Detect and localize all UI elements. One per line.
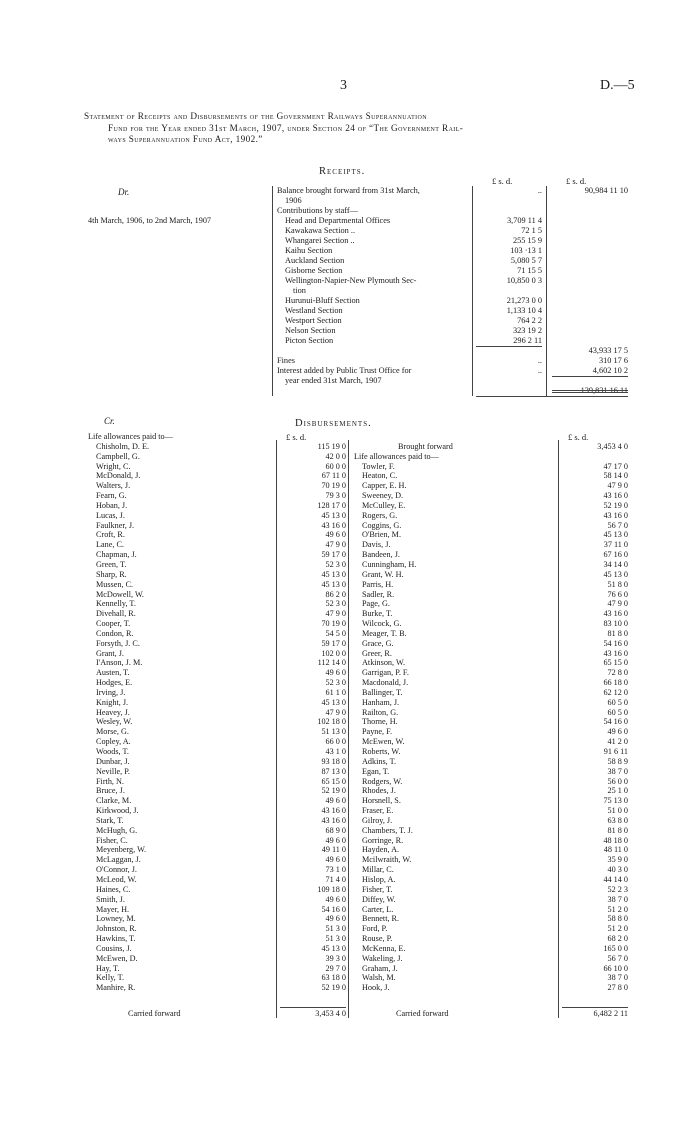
receipt-amount: 323 19 2 [512,326,542,335]
left-amount: 49 6 0 [325,894,346,904]
left-amount: 43 16 0 [321,806,346,816]
right-name: Fraser, E. [362,806,394,816]
right-amount: 47 17 0 [603,461,628,471]
right-amount: 43 16 0 [603,648,628,658]
left-amount: 29 7 0 [325,963,346,973]
left-amount: 49 6 0 [325,855,346,865]
right-name: Meager, T. B. [362,628,407,638]
right-amount: 72 8 0 [607,668,628,678]
grand-total: 139,831 16 11 [580,386,628,395]
right-amount: 38 7 0 [607,766,628,776]
left-amount: 49 6 0 [325,914,346,924]
document-reference: D.—5 [600,78,635,93]
right-name: McEwen, W. [362,737,405,747]
left-amount: 102 18 0 [317,717,346,727]
left-amount: 52 19 0 [321,983,346,993]
contributions-heading: Contributions by staff— [277,206,358,215]
receipts-amounts-b [554,186,628,398]
left-amount: 128 17 0 [317,500,346,510]
right-name: Greer, R. [362,648,392,658]
right-name: Atkinson, W. [362,658,405,668]
receipt-item: Whangarei Section .. [285,236,355,245]
right-name: Coggins, G. [362,520,402,530]
right-allowance-amounts [560,442,628,993]
right-amount: 54 16 0 [603,638,628,648]
right-amount: 25 1 0 [607,786,628,796]
right-amount: 58 14 0 [603,471,628,481]
left-amount: 71 4 0 [325,874,346,884]
left-name: Wesley, W. [96,717,133,727]
left-name: Hawkins, T. [96,934,136,944]
right-amount: 66 18 0 [603,678,628,688]
right-amount: 65 15 0 [603,658,628,668]
receipt-amount: 3,709 11 4 [507,216,542,225]
receipt-amount: 71 15 5 [517,266,542,275]
right-amount: 60 5 0 [607,707,628,717]
left-amount: 59 17 0 [321,638,346,648]
receipt-item: Gisborne Section [285,266,343,275]
dr-label: Dr. [118,187,130,197]
receipt-item: Nelson Section [285,326,336,335]
right-amount: 40 3 0 [607,865,628,875]
right-name: Payne, F. [362,727,393,737]
receipt-amount: 103 ·13 1 [510,246,542,255]
left-amount: 68 9 0 [325,825,346,835]
receipt-amount: 1,133 10 4 [506,306,542,315]
right-amount: 68 2 0 [607,934,628,944]
left-amount: 51 3 0 [325,934,346,944]
right-carried-amount: 6,482 2 11 [593,1009,628,1018]
left-name: Condon, R. [96,628,134,638]
left-name: Smith, J. [96,894,125,904]
left-name: Hodges, E. [96,678,133,688]
left-amount: 47 9 0 [325,609,346,619]
right-amount: 27 8 0 [607,983,628,993]
left-amount: 45 13 0 [321,697,346,707]
receipt-amount: 72 1 5 [521,226,542,235]
receipt-item: Westport Section [285,316,342,325]
left-name: Campbell, G. [96,451,140,461]
left-name: McDowell, W. [96,589,144,599]
left-amount: 49 6 0 [325,835,346,845]
left-name: I'Anson, J. M. [96,658,143,668]
right-name: Graham, J. [362,963,398,973]
statement-line-1: Statement of Receipts and Disbursements of the Government Railways Superannuation [84,111,428,121]
receipt-item: Auckland Section [285,256,345,265]
interest-line-2: year ended 31st March, 1907 [285,376,382,385]
left-name: Kelly, T. [96,973,125,983]
receipt-item: Westland Section [285,306,343,315]
right-name: O'Brien, M. [362,530,401,540]
left-name: McHugh, G. [96,825,138,835]
left-amount: 112 14 0 [317,658,346,668]
right-amount: 58 8 0 [607,914,628,924]
right-name: Heaton, C. [362,471,398,481]
right-amount: 81 8 0 [607,825,628,835]
left-amount: 52 19 0 [321,786,346,796]
left-amount: 63 18 0 [321,973,346,983]
left-amount: 109 18 0 [317,884,346,894]
right-amount: 45 13 0 [603,569,628,579]
receipt-amount: 21,273 0 0 [506,296,542,305]
right-allowance-list [354,442,554,993]
left-amount: 73 1 0 [325,865,346,875]
left-name: Lucas, J. [96,510,125,520]
receipts-col-header-b: £ s. d. [566,176,587,186]
right-brought-label: Brought forward [398,441,453,451]
right-name: Davis, J. [362,540,391,550]
disb-right-col-header: £ s. d. [568,432,589,442]
right-name: Garrigan, P. F. [362,668,409,678]
receipts-col-header-a: £ s. d. [492,176,513,186]
receipt-item: Wellington-Napier-New Plymouth Sec- [285,276,417,285]
right-amount: 47 9 0 [607,599,628,609]
left-amount: 52 3 0 [325,599,346,609]
right-name: Adkins, T. [362,756,397,766]
right-amount: 35 9 0 [607,855,628,865]
right-name: Ford, P. [362,924,388,934]
right-name: Chambers, T. J. [362,825,413,835]
right-name: McKenna, E. [362,943,406,953]
right-name: Carter, L. [362,904,394,914]
left-amount: 102 0 0 [321,648,346,658]
left-amount: 49 6 0 [325,530,346,540]
right-name: Sweeney, D. [362,491,404,501]
right-name: Rouse, P. [362,934,393,944]
right-brought-amount: 3,453 4 0 [597,441,628,451]
right-amount: 165 0 0 [603,943,628,953]
receipts-title: Receipts. [319,166,366,177]
left-name: Green, T. [96,559,127,569]
right-name: Rhodes, J. [362,786,396,796]
left-name: Manhire, R. [96,983,136,993]
statement-line-3: ways Superannuation Fund Act, 1902.” [108,134,263,144]
right-name: Wakeling, J. [362,953,403,963]
receipt-amount: 10,850 0 3 [506,276,542,285]
right-name: Gorringe, R. [362,835,404,845]
left-amount: 59 17 0 [321,550,346,560]
left-name: Firth, N. [96,776,124,786]
left-amount: 52 3 0 [325,559,346,569]
right-amount: 83 10 0 [603,619,628,629]
statement-heading [84,111,636,146]
receipt-item: Head and Departmental Offices [285,216,391,225]
left-name: Walters, J. [96,481,131,491]
left-allowance-amounts [278,442,346,993]
right-name: Towler, F. [362,461,395,471]
receipts-descriptions [277,186,467,386]
right-amount: 52 2 3 [607,884,628,894]
fines-label: Fines [277,356,295,365]
left-name: Hay, T. [96,963,120,973]
page-number: 3 [340,78,347,93]
left-amount: 39 3 0 [325,953,346,963]
left-amount: 61 1 0 [325,687,346,697]
right-amount: 45 13 0 [603,530,628,540]
receipt-item: Kaihu Section [285,246,333,255]
left-amount: 86 2 0 [325,589,346,599]
left-amount: 43 16 0 [321,815,346,825]
left-name: Austen, T. [96,668,130,678]
right-amount: 56 0 0 [607,776,628,786]
left-name: Cooper, T. [96,619,131,629]
receipts-period: 4th March, 1906, to 2nd March, 1907 [88,216,212,225]
left-name: Meyenberg, W. [96,845,147,855]
receipt-item: Hurunui-Bluff Section [285,296,360,305]
left-amount: 45 13 0 [321,510,346,520]
right-amount: 51 2 0 [607,924,628,934]
receipt-amount: 764 2 2 [517,316,542,325]
left-name: Fisher, C. [96,835,128,845]
left-amount: 49 11 0 [321,845,346,855]
right-amount: 49 6 0 [607,727,628,737]
right-name: Fisher, T. [362,884,393,894]
right-amount: 58 8 9 [607,756,628,766]
right-amount: 48 18 0 [603,835,628,845]
left-name: Lane, C. [96,540,124,550]
right-name: Sadler, R. [362,589,395,599]
right-name: Hook, J. [362,983,390,993]
right-name: Page, G. [362,599,390,609]
left-name: Irving, J. [96,687,126,697]
left-amount: 47 9 0 [325,540,346,550]
cr-label: Cr. [104,416,115,426]
receipt-amount: 255 15 9 [512,236,542,245]
left-name: Forsyth, J. C. [96,638,140,648]
right-amount: 51 0 0 [607,806,628,816]
left-list-heading: Life allowances paid to— [88,432,173,441]
left-name: Woods, T. [96,747,129,756]
right-name: Thorne, H. [362,717,398,727]
left-name: Dunbar, J. [96,756,130,766]
left-amount: 47 9 0 [325,707,346,717]
receipt-item: Picton Section [285,336,334,345]
left-name: Kirkwood, J. [96,806,139,816]
right-amount: 47 9 0 [607,481,628,491]
right-carried-label: Carried forward [396,1009,449,1018]
right-name: McCulley, E. [362,500,406,510]
statement-line-2: Fund for the Year ended 31st March, 1907, under Section 24 of “The Government Rail- [108,122,464,133]
left-amount: 43 16 0 [321,520,346,530]
left-amount: 66 0 0 [325,737,346,747]
left-amount: 65 15 0 [321,776,346,786]
left-amount: 49 6 0 [325,668,346,678]
left-amount: 54 16 0 [321,904,346,914]
right-amount: 48 11 0 [603,845,628,855]
contributions-total: 43,933 17 5 [588,346,628,355]
right-name: Walsh, M. [362,973,396,983]
right-amount: 37 11 0 [603,540,628,550]
right-name: Ballinger, T. [362,687,403,697]
right-list-heading: Life allowances paid to— [354,451,439,461]
right-name: Burke, T. [362,609,393,619]
left-name: Croft, R. [96,530,125,540]
balance-b: 90,984 11 10 [584,186,628,195]
right-amount: 54 16 0 [603,717,628,727]
right-name: Egan, T. [362,766,390,776]
right-name: Grant, W. H. [362,569,404,579]
left-amount: 87 13 0 [321,766,346,776]
right-amount: 43 16 0 [603,609,628,619]
right-amount: 91 6 11 [603,747,628,756]
right-name: Gilroy, J. [362,815,393,825]
left-name: Chapman, J. [96,550,137,560]
left-amount: 93 18 0 [321,756,346,766]
left-name: Mayer, H. [96,904,130,914]
left-amount: 79 3 0 [325,491,346,501]
left-amount: 67 11 0 [321,471,346,481]
disb-left-col-header: £ s. d. [286,432,307,442]
left-amount: 52 3 0 [325,678,346,688]
left-amount: 42 0 0 [325,451,346,461]
left-amount: 51 13 0 [321,727,346,737]
right-name: Roberts, W. [362,747,401,756]
left-name: Morse, G. [96,727,129,737]
left-name: Neville, P. [96,766,130,776]
left-name: Knight, J. [96,697,129,707]
right-amount: 63 8 0 [607,815,628,825]
balance-a: .. [537,186,542,195]
right-amount: 34 14 0 [603,559,628,569]
right-name: Mcilwraith, W. [362,855,412,865]
right-amount: 43 16 0 [603,510,628,520]
fines-amount: 310 17 6 [598,356,628,365]
left-name: Haines, C. [96,884,131,894]
right-name: Hanham, J. [362,697,400,707]
right-name: Diffey, W. [362,894,396,904]
right-amount: 76 6 0 [607,589,628,599]
left-amount: 60 0 0 [325,461,346,471]
left-name: McDonald, J. [96,471,141,481]
right-amount: 51 2 0 [607,904,628,914]
right-name: Bennett, R. [362,914,400,924]
left-amount: 115 19 0 [317,441,346,451]
right-amount: 41 2 0 [607,737,628,747]
receipts-amounts-a: .. 3,709 11 4 72 1 5 255 15 9 103 ·13 1 5,080 5 7 71 15 5 10,850 0 3 21,273 0 0 1,133 10 4 764 2 2 323 19 2 296 2 11 .. .. [470,186,542,376]
interest-amount: 4,602 10 2 [592,366,628,375]
left-name: Wright, C. [96,461,131,471]
disbursements-title: Disbursements. [295,418,372,429]
left-name: Sharp, R. [96,569,127,579]
right-name: Bandeen, J. [362,550,400,560]
right-amount: 56 7 0 [607,953,628,963]
left-name: Stark, T. [96,815,124,825]
right-amount: 75 13 0 [603,796,628,806]
right-amount: 60 5 0 [607,697,628,707]
right-name: Cunningham, H. [362,559,417,569]
left-allowance-list [88,432,274,993]
right-amount: 44 14 0 [603,874,628,884]
left-name: Divehall, R. [96,609,136,619]
left-name: Hoban, J. [96,500,128,510]
left-name: Bruce, J. [96,786,125,796]
right-name: Millar, C. [362,865,394,875]
receipt-amount: 5,080 5 7 [510,256,542,265]
left-name: O'Connor, J. [96,865,137,875]
right-amount: 38 7 0 [607,973,628,983]
left-amount: 51 3 0 [325,924,346,934]
right-name: Rodgers, W. [362,776,403,786]
left-name: Kennelly, T. [96,599,136,609]
left-name: Mussen, C. [96,579,134,589]
right-name: Grace, G. [362,638,394,648]
left-amount: 54 5 0 [325,628,346,638]
balance-line-2: 1906 [285,196,302,205]
right-amount: 51 8 0 [607,579,628,589]
balance-line-1: Balance brought forward from 31st March, [277,186,420,195]
right-amount: 43 16 0 [603,491,628,501]
left-name: Chisholm, D. E. [96,441,149,451]
right-name: Horsnell, S. [362,796,401,806]
left-name: Cousins, J. [96,943,132,953]
left-name: Fearn, G. [96,491,127,501]
right-name: Hislop, A. [362,874,396,884]
right-amount: 66 10 0 [603,963,628,973]
right-amount: 67 16 0 [603,550,628,560]
interest-line-1: Interest added by Public Trust Office for [277,366,412,375]
left-carried-amount: 3,453 4 0 [315,1009,346,1018]
right-name: Macdonald, J. [362,678,409,688]
receipt-amount: 296 2 11 [513,336,542,345]
left-amount: 49 6 0 [325,796,346,806]
right-amount: 81 8 0 [607,628,628,638]
left-name: Grant, J. [96,648,124,658]
right-name: Hayden, A. [362,845,400,855]
left-name: McEwen, D. [96,953,138,963]
receipt-item: Kawakawa Section .. [285,226,356,235]
left-amount: 45 13 0 [321,579,346,589]
right-amount: 38 7 0 [607,894,628,904]
right-name: Rogers, G. [362,510,398,520]
right-amount: 62 12 0 [603,687,628,697]
left-name: McLaggan, J. [96,855,141,865]
left-name: Copley, A. [96,737,131,747]
left-name: Lowney, M. [96,914,136,924]
right-amount: 52 19 0 [603,500,628,510]
left-name: Clarke, M. [96,796,132,806]
left-carried-label: Carried forward [128,1009,181,1018]
left-amount: 70 19 0 [321,481,346,491]
right-name: Parris, H. [362,579,394,589]
left-name: Johnston, R. [96,924,137,934]
right-name: Capper, E. H. [362,481,407,491]
receipt-item: tion [293,286,306,295]
left-amount: 70 19 0 [321,619,346,629]
left-amount: 45 13 0 [321,943,346,953]
left-amount: 43 1 0 [325,747,346,756]
left-name: McLeod, W. [96,874,137,884]
right-amount: 56 7 0 [607,520,628,530]
left-name: Faulkner, J. [96,520,135,530]
left-amount: 45 13 0 [321,569,346,579]
left-name: Heavey, J. [96,707,130,717]
right-name: Railton, G. [362,707,399,717]
right-name: Wilcock, G. [362,619,402,629]
